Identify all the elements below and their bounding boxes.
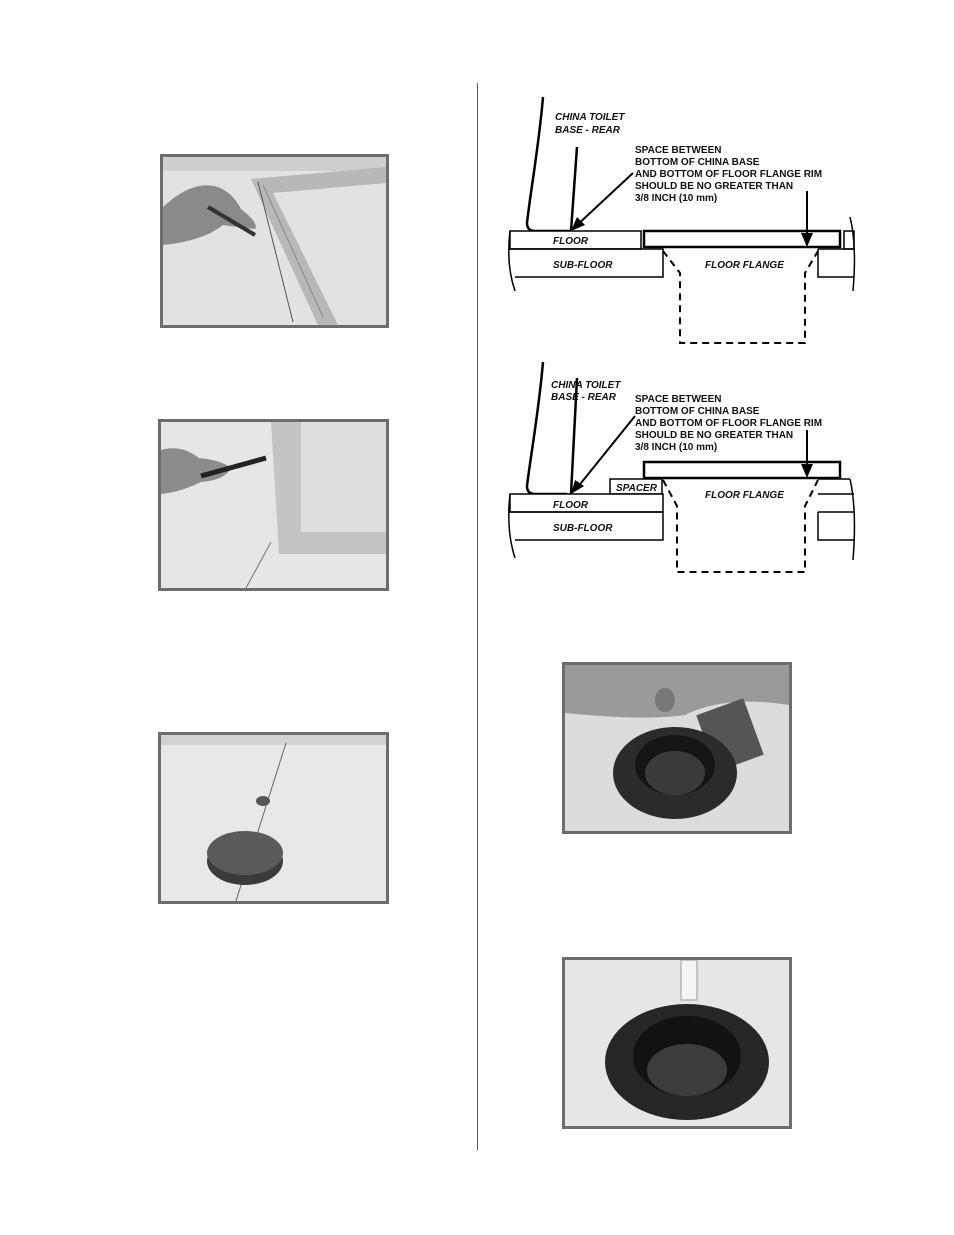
note-line2: BOTTOM OF CHINA BASE (635, 157, 760, 168)
floor-label: FLOOR (553, 236, 588, 247)
note-line4: SHOULD BE NO GREATER THAN (635, 430, 794, 441)
note-line1: SPACE BETWEEN (635, 394, 722, 405)
note-line2: BOTTOM OF CHINA BASE (635, 406, 760, 417)
spacer-label: SPACER (616, 483, 657, 494)
photo-marking-floor-image (163, 157, 386, 325)
photo-flange-installed-image (565, 960, 789, 1126)
photo-flange-installed (562, 957, 792, 1129)
note-line3: AND BOTTOM OF FLOOR FLANGE RIM (635, 169, 823, 180)
flange-label: FLOOR FLANGE (705, 260, 784, 271)
note-line4: SHOULD BE NO GREATER THAN (635, 181, 794, 192)
toilet-label-line2: BASE - REAR (555, 125, 621, 136)
note-line5: 3/8 INCH (10 mm) (635, 193, 718, 204)
note-line1: SPACE BETWEEN (635, 145, 722, 156)
photo-drilling-flange (562, 662, 792, 834)
flange-label: FLOOR FLANGE (705, 490, 784, 501)
flange-diagram-standard (505, 95, 860, 350)
subfloor-label: SUB-FLOOR (553, 523, 613, 534)
photo-marking-floor (160, 154, 389, 328)
floor-label: FLOOR (553, 500, 588, 511)
photo-marking-corner-image (161, 422, 386, 588)
note-line3: AND BOTTOM OF FLOOR FLANGE RIM (635, 418, 823, 429)
photo-marking-corner (158, 419, 389, 591)
photo-hole-cutout (158, 732, 389, 904)
column-divider (477, 83, 478, 1150)
photo-drilling-flange-image (565, 665, 789, 831)
toilet-label-line1: CHINA TOILET (551, 380, 621, 391)
toilet-label-line2: BASE - REAR (551, 392, 617, 403)
toilet-label-line1: CHINA TOILET (555, 112, 625, 123)
flange-diagram-with-spacer (505, 360, 860, 578)
photo-hole-cutout-image (161, 735, 386, 901)
subfloor-label: SUB-FLOOR (553, 260, 613, 271)
note-line5: 3/8 INCH (10 mm) (635, 442, 718, 453)
